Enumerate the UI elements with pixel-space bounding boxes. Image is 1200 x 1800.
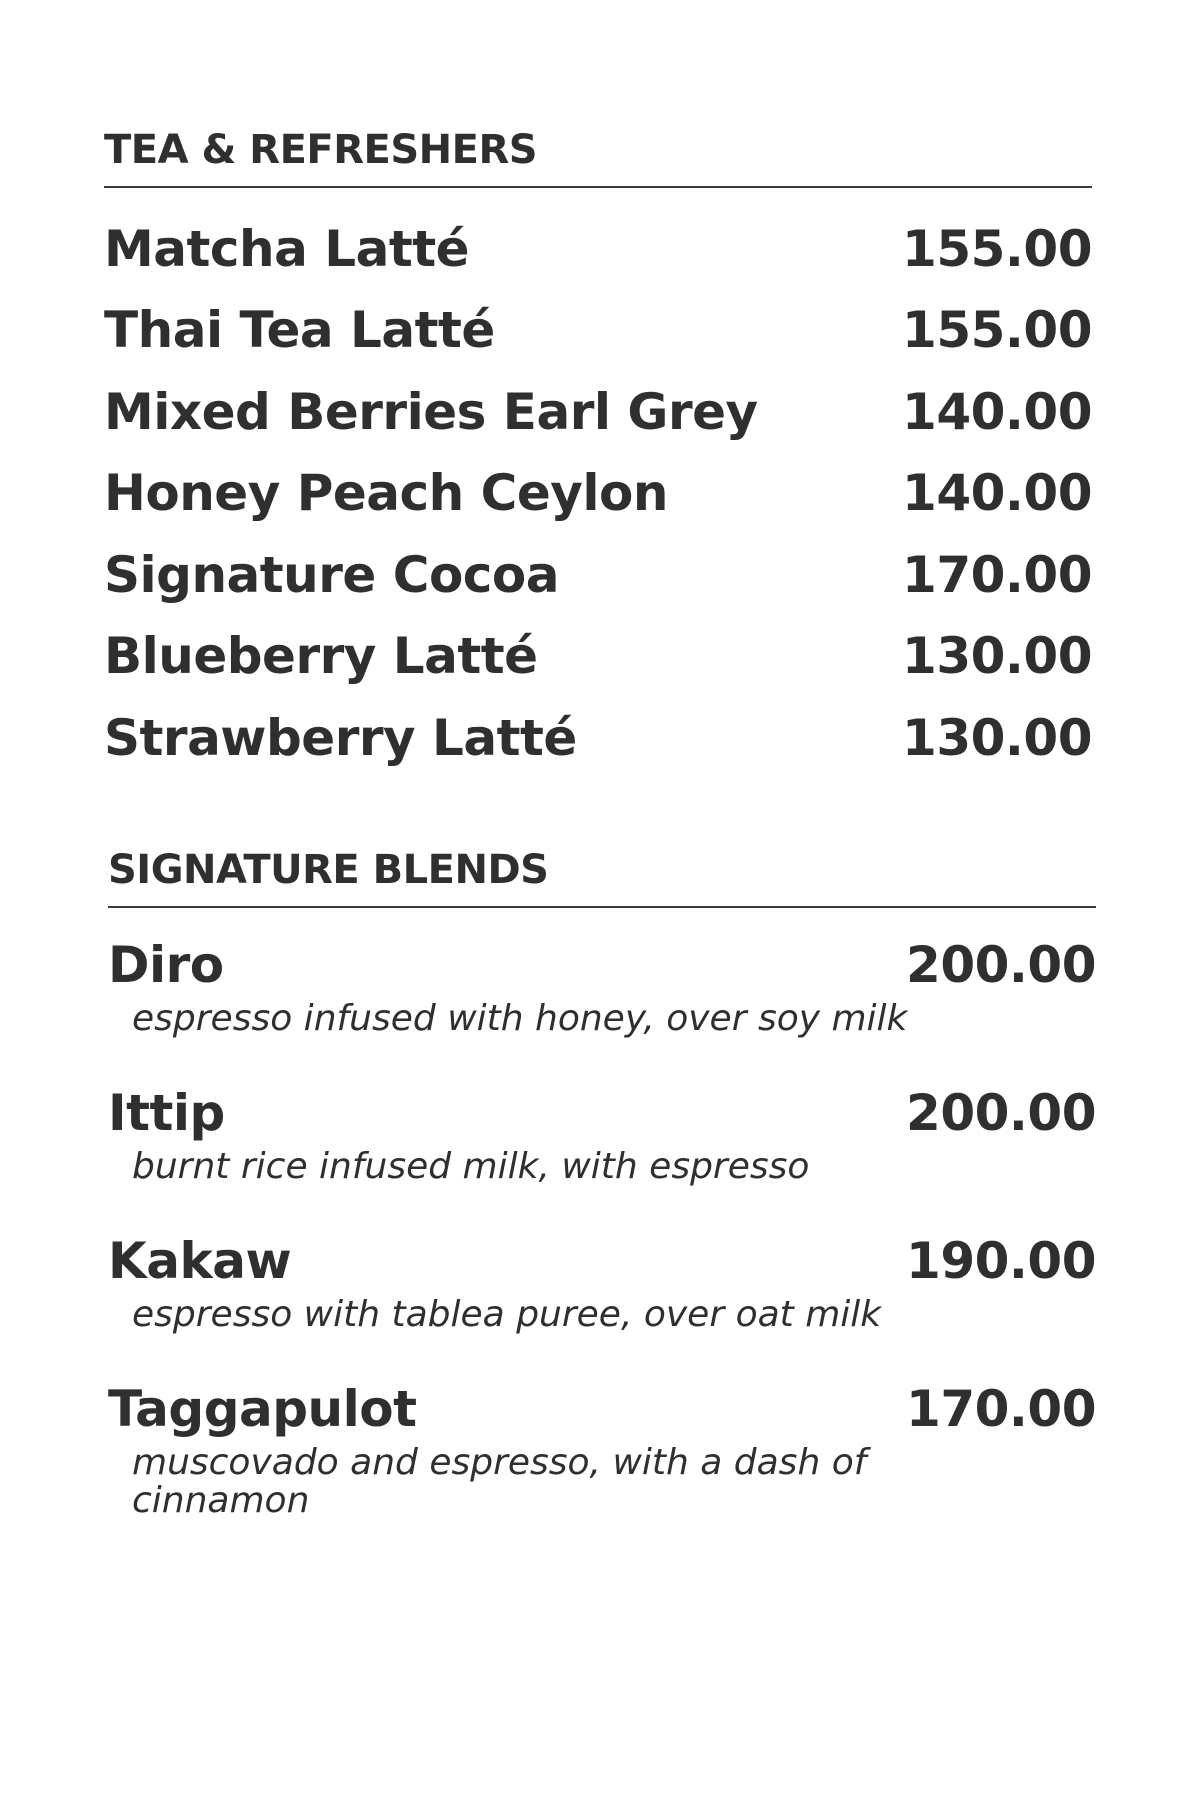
menu-item xyxy=(108,930,1096,1078)
item-name: Honey Peach Ceylon xyxy=(104,464,668,523)
item-name: Strawberry Latté xyxy=(104,708,577,767)
tea-refreshers-section xyxy=(104,120,1092,779)
item-header xyxy=(108,1226,1096,1296)
item-price: 200.00 xyxy=(906,1084,1096,1142)
item-name: Blueberry Latté xyxy=(104,627,538,686)
item-price: 130.00 xyxy=(902,627,1092,686)
item-price: 190.00 xyxy=(906,1232,1096,1290)
section-title: SIGNATURE BLENDS xyxy=(108,847,549,893)
item-header xyxy=(108,1078,1096,1148)
menu-item xyxy=(104,371,1092,453)
section-divider xyxy=(108,906,1096,908)
item-header xyxy=(108,1374,1096,1444)
item-price: 155.00 xyxy=(902,219,1092,278)
item-price: 130.00 xyxy=(902,708,1092,767)
item-price: 170.00 xyxy=(902,545,1092,604)
section-divider xyxy=(104,186,1092,188)
item-name: Mixed Berries Earl Grey xyxy=(104,382,758,441)
item-description: burnt rice infused milk, with espresso xyxy=(132,1146,810,1187)
item-price: 155.00 xyxy=(902,301,1092,360)
menu-list xyxy=(104,208,1092,779)
item-description: espresso infused with honey, over soy milk xyxy=(132,998,908,1039)
menu-item xyxy=(108,1226,1096,1374)
item-price: 170.00 xyxy=(906,1380,1096,1438)
section-title: TEA & REFRESHERS xyxy=(104,127,538,173)
item-name: Matcha Latté xyxy=(104,219,470,278)
item-name: Thai Tea Latté xyxy=(104,301,495,360)
item-price: 200.00 xyxy=(906,936,1096,994)
signature-blends-section xyxy=(108,840,1096,1522)
menu-item xyxy=(104,208,1092,290)
menu-item xyxy=(104,534,1092,616)
menu-item xyxy=(108,1374,1096,1522)
menu-item xyxy=(104,453,1092,535)
item-name: Kakaw xyxy=(108,1232,292,1290)
item-header xyxy=(108,930,1096,1000)
item-name: Taggapulot xyxy=(108,1380,417,1438)
menu-item xyxy=(104,697,1092,779)
menu-item xyxy=(108,1078,1096,1226)
menu-item xyxy=(104,616,1092,698)
item-name: Ittip xyxy=(108,1084,225,1142)
item-price: 140.00 xyxy=(902,382,1092,441)
item-name: Signature Cocoa xyxy=(104,545,560,604)
item-description: espresso with tablea puree, over oat milk xyxy=(132,1294,882,1335)
menu-item xyxy=(104,290,1092,372)
item-name: Diro xyxy=(108,936,224,994)
item-price: 140.00 xyxy=(902,464,1092,523)
item-description: muscovado and espresso, with a dash of cinnamon xyxy=(132,1442,867,1521)
menu-list xyxy=(108,930,1096,1522)
